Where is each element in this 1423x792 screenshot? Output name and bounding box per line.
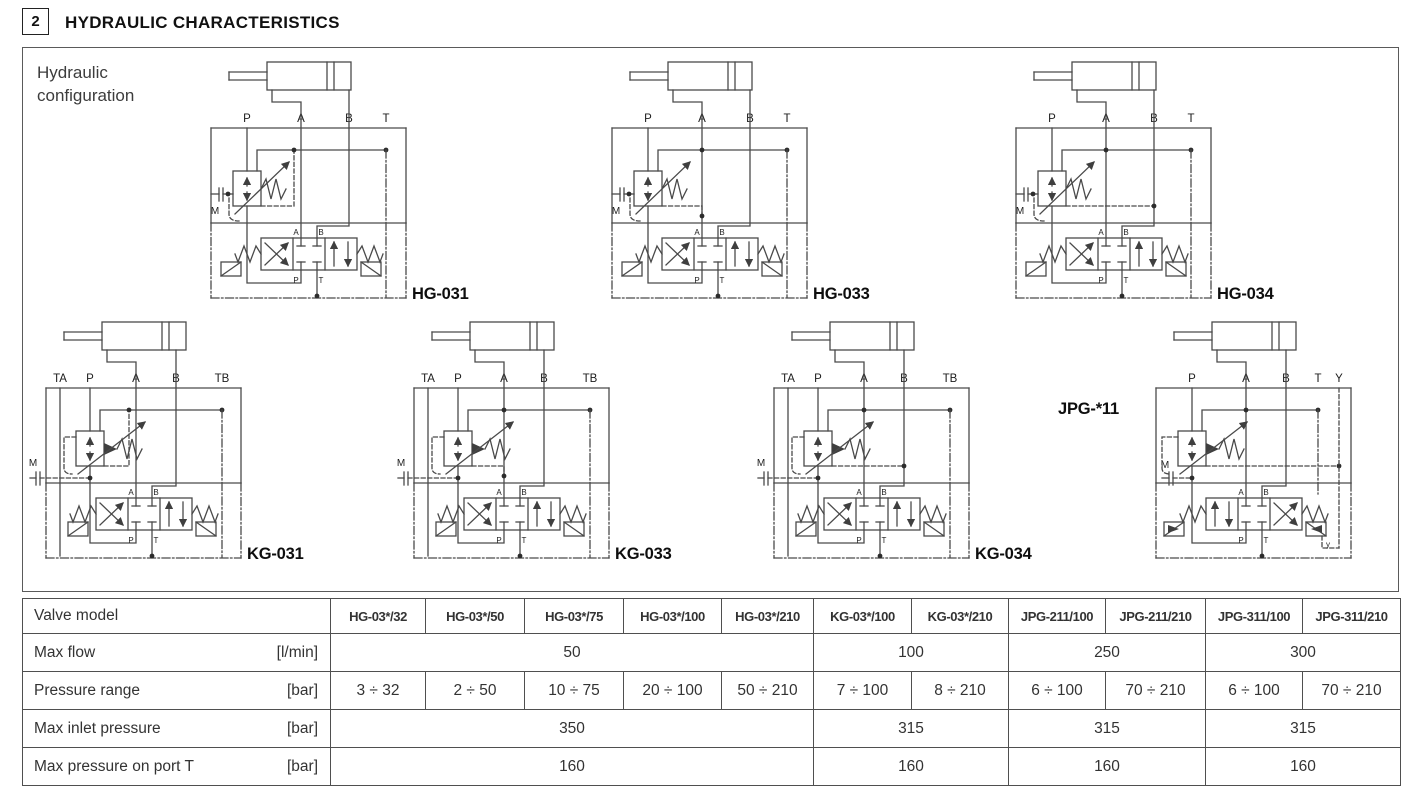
svg-text:Y: Y	[1335, 373, 1343, 385]
svg-text:B: B	[1282, 373, 1290, 385]
svg-text:T: T	[1263, 536, 1269, 545]
svg-text:B: B	[153, 488, 159, 497]
svg-text:M: M	[611, 206, 621, 217]
property-unit: [l/min]	[276, 643, 318, 661]
value-cell: 350	[331, 710, 814, 748]
model-column-header: KG-03*/210	[912, 599, 1009, 634]
svg-text:T: T	[783, 113, 791, 125]
svg-text:A: A	[1238, 488, 1244, 497]
svg-text:B: B	[1123, 228, 1129, 237]
svg-text:M: M	[1160, 460, 1170, 471]
value-cell: 315	[1009, 710, 1206, 748]
svg-text:P: P	[454, 373, 462, 385]
property-unit: [bar]	[286, 757, 318, 775]
value-cell: 70 ÷ 210	[1106, 672, 1206, 710]
value-cell: 70 ÷ 210	[1303, 672, 1401, 710]
svg-text:M: M	[1015, 206, 1025, 217]
value-cell: 160	[1206, 748, 1401, 786]
svg-text:P: P	[86, 373, 94, 385]
value-cell: 20 ÷ 100	[624, 672, 722, 710]
value-cell: 6 ÷ 100	[1206, 672, 1303, 710]
svg-text:A: A	[500, 373, 508, 385]
hydraulic-diagram-hg-031	[191, 56, 511, 321]
svg-text:B: B	[172, 373, 180, 385]
valve-model-header: Valve model	[23, 599, 331, 634]
hydraulic-diagram-kg-033	[394, 316, 714, 581]
model-column-header: JPG-311/210	[1303, 599, 1401, 634]
value-cell: 160	[1009, 748, 1206, 786]
page-title: HYDRAULIC CHARACTERISTICS	[65, 13, 340, 32]
svg-text:y: y	[1326, 540, 1330, 549]
svg-text:P: P	[1238, 536, 1244, 545]
svg-text:M: M	[756, 458, 766, 469]
table-row	[23, 748, 1401, 786]
svg-text:TB: TB	[582, 373, 598, 385]
model-column-header: JPG-211/100	[1009, 599, 1106, 634]
value-cell: 100	[814, 634, 1009, 672]
value-cell: 50	[331, 634, 814, 672]
panel-label: Hydraulic configuration	[37, 63, 135, 105]
value-cell: 250	[1009, 634, 1206, 672]
table-row	[23, 634, 1401, 672]
value-cell: 315	[1206, 710, 1401, 748]
hydraulic-diagram-hg-034	[996, 56, 1316, 321]
svg-text:HG-034: HG-034	[1217, 285, 1274, 303]
model-column-header: HG-03*/210	[722, 599, 814, 634]
svg-text:A: A	[694, 228, 700, 237]
svg-text:A: A	[297, 113, 305, 125]
value-cell: 7 ÷ 100	[814, 672, 912, 710]
svg-text:KG-034: KG-034	[975, 545, 1032, 563]
property-unit: [bar]	[286, 719, 318, 737]
svg-text:B: B	[540, 373, 548, 385]
svg-text:TB: TB	[942, 373, 958, 385]
row-label	[23, 748, 331, 786]
svg-text:T: T	[382, 113, 390, 125]
svg-text:B: B	[1150, 113, 1158, 125]
svg-text:T: T	[318, 276, 324, 285]
model-column-header: JPG-311/100	[1206, 599, 1303, 634]
svg-text:T: T	[1314, 373, 1322, 385]
svg-text:A: A	[128, 488, 134, 497]
property-unit: [bar]	[286, 681, 318, 699]
svg-text:B: B	[881, 488, 887, 497]
hydraulic-diagram-kg-031	[26, 316, 346, 581]
svg-text:A: A	[1102, 113, 1110, 125]
svg-text:P: P	[243, 113, 251, 125]
svg-text:KG-031: KG-031	[247, 545, 304, 563]
property-name: Max flow	[34, 643, 96, 661]
svg-text:P: P	[1048, 113, 1056, 125]
svg-text:A: A	[293, 228, 299, 237]
svg-text:B: B	[345, 113, 353, 125]
svg-text:JPG-*11: JPG-*11	[1058, 400, 1119, 418]
svg-text:A: A	[496, 488, 502, 497]
svg-text:A: A	[856, 488, 862, 497]
svg-text:HG-033: HG-033	[813, 285, 870, 303]
svg-text:T: T	[881, 536, 887, 545]
value-cell: 50 ÷ 210	[722, 672, 814, 710]
svg-text:A: A	[132, 373, 140, 385]
value-cell: 3 ÷ 32	[331, 672, 426, 710]
value-cell: 2 ÷ 50	[426, 672, 525, 710]
svg-text:P: P	[856, 536, 862, 545]
model-column-header: HG-03*/32	[331, 599, 426, 634]
model-column-header: HG-03*/50	[426, 599, 525, 634]
hydraulic-diagram-jpg-11	[1051, 316, 1399, 581]
svg-text:A: A	[860, 373, 868, 385]
svg-text:B: B	[318, 228, 324, 237]
svg-text:P: P	[1188, 373, 1196, 385]
model-column-header: KG-03*/100	[814, 599, 912, 634]
svg-text:TA: TA	[53, 373, 67, 385]
svg-text:T: T	[521, 536, 527, 545]
hydraulic-configuration-panel	[22, 47, 1399, 592]
svg-text:TA: TA	[781, 373, 795, 385]
svg-text:B: B	[521, 488, 527, 497]
svg-text:HG-031: HG-031	[412, 285, 469, 303]
svg-text:T: T	[1123, 276, 1129, 285]
table-row	[23, 672, 1401, 710]
svg-text:P: P	[293, 276, 299, 285]
svg-text:P: P	[694, 276, 700, 285]
row-label	[23, 672, 331, 710]
row-label	[23, 634, 331, 672]
value-cell: 6 ÷ 100	[1009, 672, 1106, 710]
hydraulic-diagram-hg-033	[592, 56, 912, 321]
svg-text:P: P	[128, 536, 134, 545]
row-label	[23, 710, 331, 748]
section-number: 2	[22, 8, 49, 35]
svg-text:B: B	[1263, 488, 1269, 497]
svg-text:M: M	[210, 206, 220, 217]
svg-text:P: P	[496, 536, 502, 545]
svg-text:T: T	[719, 276, 725, 285]
svg-text:KG-033: KG-033	[615, 545, 672, 563]
svg-text:B: B	[719, 228, 725, 237]
characteristics-table	[22, 598, 1401, 786]
model-column-header: HG-03*/75	[525, 599, 624, 634]
svg-text:TB: TB	[214, 373, 230, 385]
svg-text:P: P	[1098, 276, 1104, 285]
svg-text:B: B	[900, 373, 908, 385]
hydraulic-diagram-kg-034	[754, 316, 1074, 581]
property-name: Max pressure on port T	[34, 757, 194, 775]
svg-text:T: T	[153, 536, 159, 545]
value-cell: 8 ÷ 210	[912, 672, 1009, 710]
property-name: Max inlet pressure	[34, 719, 161, 737]
svg-text:M: M	[396, 458, 406, 469]
svg-text:P: P	[644, 113, 652, 125]
svg-text:B: B	[746, 113, 754, 125]
svg-text:A: A	[1242, 373, 1250, 385]
model-column-header: JPG-211/210	[1106, 599, 1206, 634]
svg-text:T: T	[1187, 113, 1195, 125]
svg-text:A: A	[698, 113, 706, 125]
value-cell: 300	[1206, 634, 1401, 672]
svg-text:A: A	[1098, 228, 1104, 237]
value-cell: 315	[814, 710, 1009, 748]
svg-text:TA: TA	[421, 373, 435, 385]
table-row	[23, 710, 1401, 748]
model-column-header: HG-03*/100	[624, 599, 722, 634]
value-cell: 10 ÷ 75	[525, 672, 624, 710]
value-cell: 160	[331, 748, 814, 786]
svg-text:M: M	[28, 458, 38, 469]
value-cell: 160	[814, 748, 1009, 786]
svg-text:P: P	[814, 373, 822, 385]
property-name: Pressure range	[34, 681, 140, 699]
